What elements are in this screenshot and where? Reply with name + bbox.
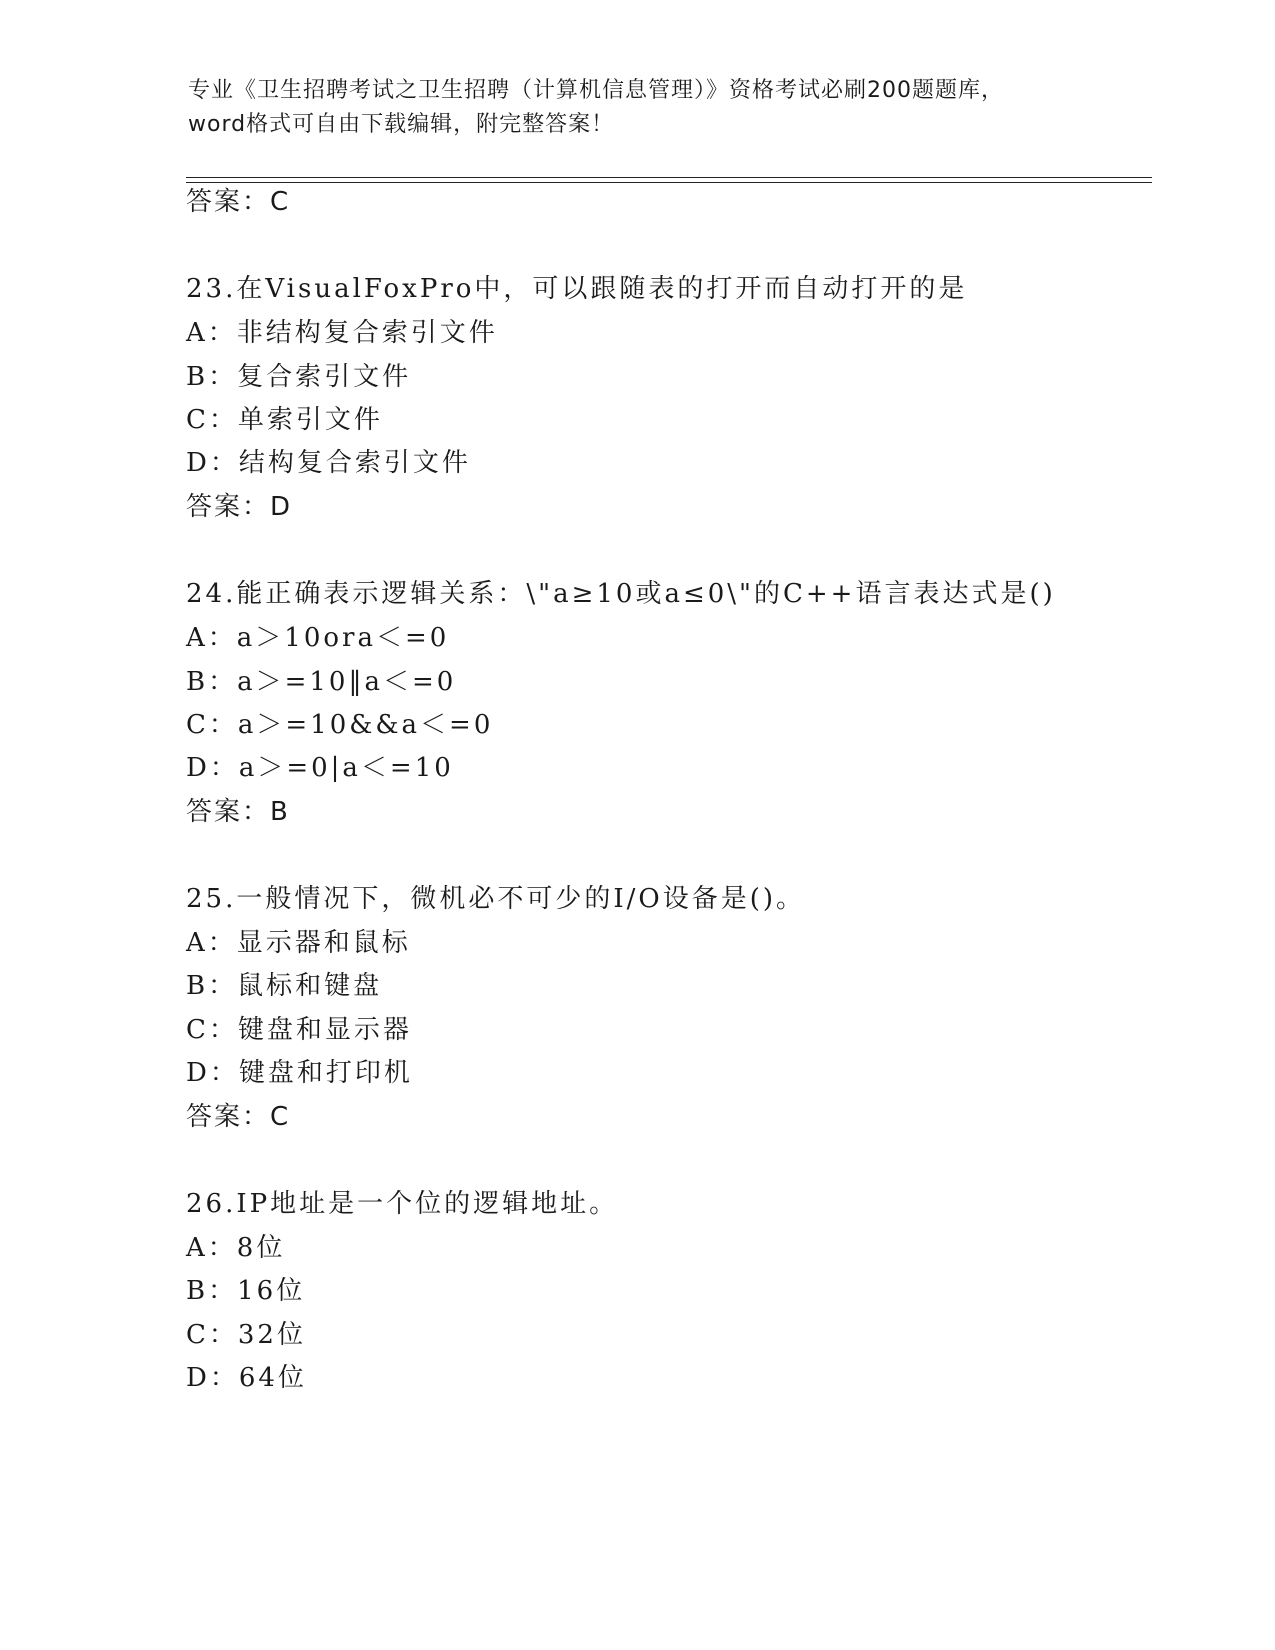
question-25-option-d: D：键盘和打印机 [186, 1058, 413, 1088]
question-25-option-a: A：显示器和鼠标 [186, 928, 411, 958]
question-24-stem: 24.能正确表示逻辑关系：\"a≥10或a≤0\"的C++语言表达式是() [186, 579, 1056, 609]
question-23-answer: 答案：D [186, 492, 293, 522]
question-25-answer: 答案：C [186, 1102, 291, 1132]
question-23-option-b: B：复合索引文件 [186, 362, 412, 392]
question-24-answer: 答案：B [186, 797, 290, 827]
header-divider-bottom [186, 182, 1152, 183]
document-header [188, 74, 1088, 142]
question-23-option-d: D：结构复合索引文件 [186, 448, 471, 478]
question-23-option-c: C：单索引文件 [186, 405, 383, 435]
question-26-option-c: C：32位 [186, 1320, 306, 1350]
question-25-option-b: B：鼠标和键盘 [186, 971, 383, 1001]
question-24-option-c: C：a＞=10&&a＜=0 [186, 710, 494, 740]
question-24-option-b: B：a＞=10‖a＜=0 [186, 667, 457, 697]
question-26-option-b: B：16位 [186, 1276, 306, 1306]
question-26-option-a: A：8位 [186, 1233, 286, 1263]
question-25-stem: 25.一般情况下，微机必不可少的I/O设备是()。 [186, 884, 805, 914]
question-23-option-a: A：非结构复合索引文件 [186, 318, 498, 348]
header-line-1: 专业《卫生招聘考试之卫生招聘（计算机信息管理）》资格考试必刷200题题库， [188, 78, 1004, 103]
question-23-stem: 23.在VisualFoxPro中，可以跟随表的打开而自动打开的是 [186, 274, 968, 304]
header-line-2: word格式可自由下载编辑，附完整答案！ [188, 112, 615, 137]
question-25-option-c: C：键盘和显示器 [186, 1015, 412, 1045]
question-24-option-a: A：a＞10ora＜=0 [186, 623, 450, 653]
question-26-stem: 26.IP地址是一个位的逻辑地址。 [186, 1189, 619, 1219]
prev-answer: 答案：C [186, 187, 291, 217]
question-26-option-d: D：64位 [186, 1363, 307, 1393]
header-divider-top [186, 177, 1152, 178]
question-24-option-d: D：a＞=0|a＜=10 [186, 753, 454, 783]
